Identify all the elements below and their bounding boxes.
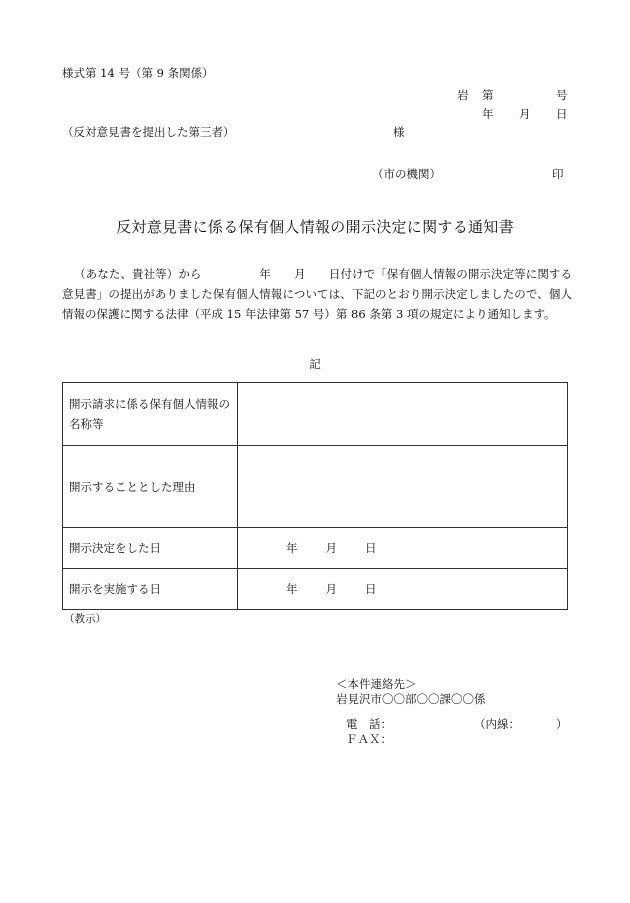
row-label-info-name: 開示請求に係る保有個人情報の名称等	[63, 383, 238, 446]
body-text: （あなた、貴社等）から 年 月 日付けで「保有個人情報の開示決定等に関する意見書」の提出がありました保有個人情報については、下記のとおり開示決定しましたので、個人情報の保護に関する法律（平成 15 年法律第 57 号）第 86 条第 3 項の規定により通知します。	[62, 267, 572, 321]
implementation-day: 日	[365, 582, 377, 596]
row-label-decision-date: 開示決定をした日	[63, 528, 238, 569]
table-row	[63, 528, 568, 569]
decision-month: 月	[325, 541, 337, 555]
row-value-decision-date	[238, 528, 568, 569]
date-year: 年	[482, 107, 494, 121]
date-day: 日	[556, 107, 568, 121]
row-label-implementation-date: 開示を実施する日	[63, 569, 238, 610]
addressee-honorific: 様	[393, 125, 405, 139]
row-value-reason	[238, 446, 568, 528]
extension-close: ）	[556, 717, 568, 731]
table-row	[63, 446, 568, 528]
table-row	[63, 383, 568, 446]
decision-year: 年	[286, 541, 298, 555]
issuer-label: （市の機関）	[372, 167, 441, 181]
doc-number-go: 号	[556, 88, 568, 102]
body-paragraph	[62, 264, 572, 324]
table-row	[63, 569, 568, 610]
contact-dept: 岩見沢市〇〇部〇〇課〇〇係	[336, 692, 486, 706]
addressee-label: （反対意見書を提出した第三者）	[62, 125, 235, 139]
issuer-seal: 印	[552, 167, 564, 181]
details-table	[62, 382, 568, 610]
doc-number-dai: 第	[482, 88, 494, 102]
row-label-reason: 開示することとした理由	[63, 446, 238, 528]
extension-label: （内線：	[474, 717, 520, 731]
contact-heading: ＜本件連絡先＞	[336, 677, 417, 691]
document-title: 反対意見書に係る保有個人情報の開示決定に関する通知書	[116, 218, 514, 236]
ki-heading: 記	[309, 357, 321, 371]
date-month: 月	[519, 107, 531, 121]
implementation-month: 月	[325, 582, 337, 596]
phone-label: 電 話：	[346, 717, 392, 731]
row-value-implementation-date	[238, 569, 568, 610]
doc-number-prefix: 岩	[457, 88, 469, 102]
row-value-info-name	[238, 383, 568, 446]
decision-day: 日	[365, 541, 377, 555]
fax-label: ＦＡＸ：	[346, 732, 392, 746]
instruction-note: （教示）	[64, 613, 106, 625]
form-number: 様式第 14 号（第 9 条関係）	[62, 66, 214, 80]
implementation-year: 年	[286, 582, 298, 596]
